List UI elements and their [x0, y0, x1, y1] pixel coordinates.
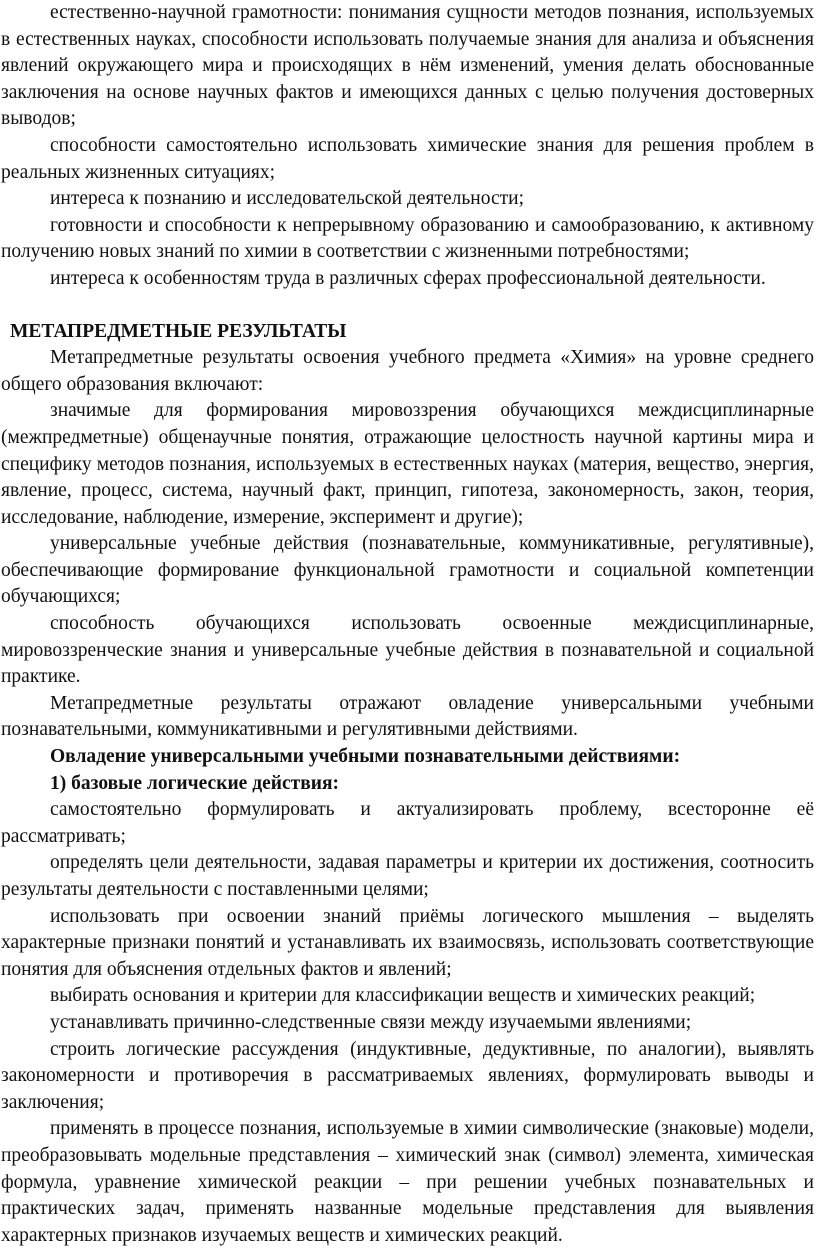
action-item-5: устанавливать причинно-следственные связи между изучаемыми явлениями;	[50, 1011, 692, 1033]
intro-paragraph-1: естественно-научной грамотности: понимания сущности методов познания, используемых в естественных науках, способности использовать получаемые знания для анализа и объяснения явлений окружающего мира и происходящих в нём изменений, умения делать обоснованные заключения на основе научных фактов и имеющихся данных с целью получения достоверных выводов;	[1, 2, 814, 130]
section-paragraph-4: способность обучающихся использовать освоенные междисциплинарные, мировоззренческие знания и универсальные учебные действия в познавательной и социальной практике.	[1, 613, 814, 688]
intro-paragraph-4: готовности и способности к непрерывному образованию и самообразованию, к активному получению новых знаний по химии в соответствии с жизненными потребностями;	[1, 214, 814, 263]
action-item-4: выбирать основания и критерии для классификации веществ и химических реакций;	[50, 985, 756, 1007]
section-paragraph-3: универсальные учебные действия (познавательные, коммуникативные, регулятивные), обеспечивающие формирование функциональной грамотности и социальной компетенции обучающихся;	[1, 533, 814, 608]
action-item-3: использовать при освоении знаний приёмы логического мышления – выделять характерные признаки понятий и устанавливать их взаимосвязь, использовать соответствующие понятия для объяснения отдельных фактов и явлений;	[1, 905, 814, 980]
intro-paragraph-2: способности самостоятельно использовать химические знания для решения проблем в реальных жизненных ситуациях;	[1, 134, 814, 183]
subheading-cognitive-actions: Овладение универсальными учебными познавательными действиями:	[50, 746, 681, 768]
subheading-logical-actions: 1) базовые логические действия:	[50, 772, 340, 794]
intro-paragraph-3: интереса к познанию и исследовательской деятельности;	[50, 188, 525, 210]
intro-paragraph-5: интереса к особенностям труда в различных сферах профессиональной деятельности.	[50, 267, 766, 289]
action-item-2: определять цели деятельности, задавая параметры и критерии их достижения, соотносить результаты деятельности с поставленными целями;	[1, 852, 814, 900]
section-paragraph-1: Метапредметные результаты освоения учебного предмета «Химия» на уровне среднего общего образования включают:	[1, 347, 814, 395]
section-paragraph-2: значимые для формирования мировоззрения обучающихся междисциплинарные (межпредметные) общенаучные понятия, отражающие целостность научной картины мира и специфику методов познания, используемых в естественных науках (материя, вещество, энергия, явление, процесс, система, научный факт, принцип, гипотеза, закономерность, закон, теория, исследование, наблюдение, измерение, эксперимент и другие);	[1, 400, 814, 528]
action-item-6: строить логические рассуждения (индуктивные, дедуктивные, по аналогии), выявлять закономерности и противоречия в рассматриваемых явлениях, формулировать выводы и заключения;	[1, 1038, 814, 1113]
section-heading: МЕТАПРЕДМЕТНЫЕ РЕЗУЛЬТАТЫ	[10, 320, 347, 342]
section-paragraph-5: Метапредметные результаты отражают овладение универсальными учебными познавательными, коммуникативными и регулятивными действиями.	[1, 692, 814, 741]
action-item-1: самостоятельно формулировать и актуализировать проблему, всесторонне её рассматривать;	[1, 799, 814, 847]
action-item-7: применять в процессе познания, используемые в химии символические (знаковые) модели, преобразовывать модельные представления – химический знак (символ) элемента, химическая формула, уравнение химической реакции – при решении учебных познавательных и практических задач, применять названные модельные представления для выявления характерных признаков изучаемых веществ и химических реакций.	[1, 1118, 814, 1246]
section-spacer	[1, 293, 814, 319]
